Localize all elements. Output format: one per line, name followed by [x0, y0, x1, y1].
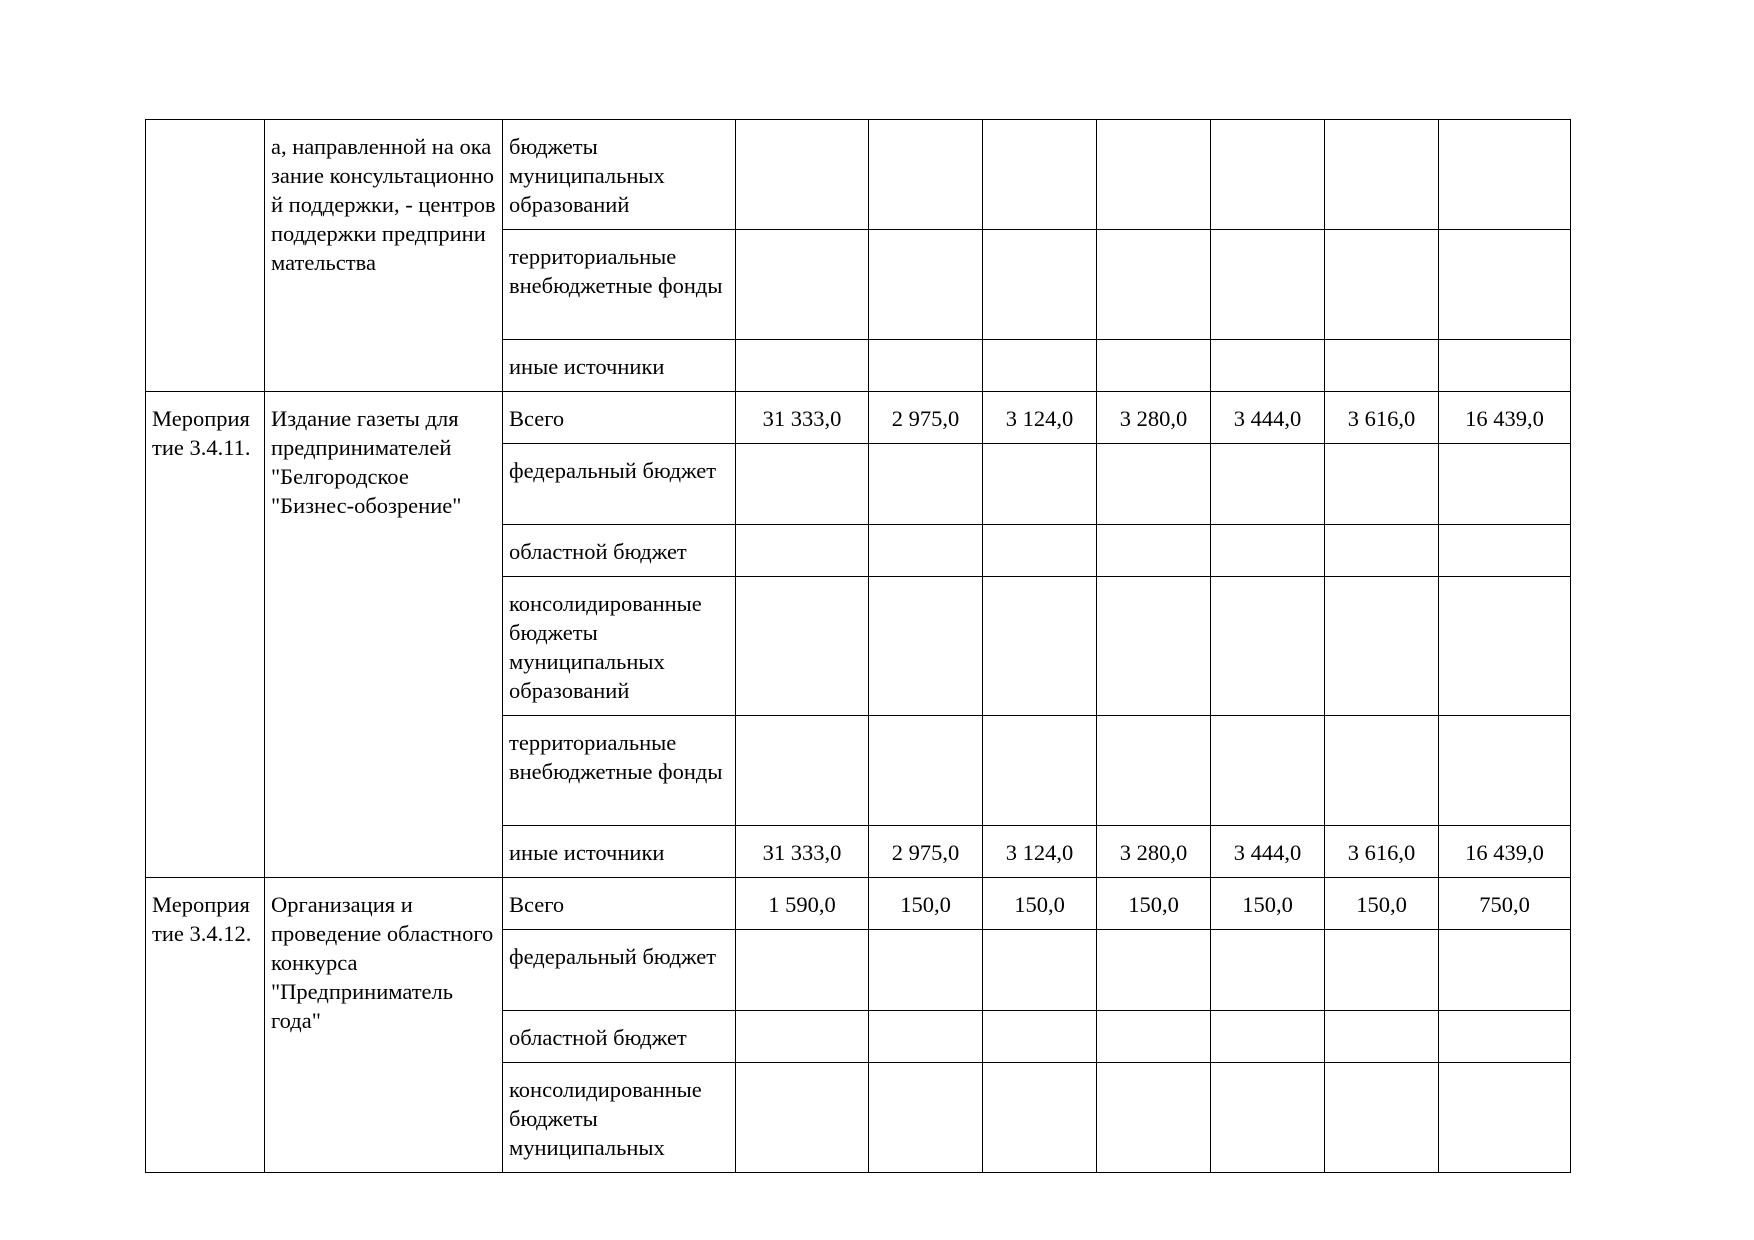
amount-cell — [736, 930, 869, 1011]
amount-cell — [983, 340, 1097, 392]
amount-cell: 2 975,0 — [869, 826, 983, 878]
amount-cell — [869, 444, 983, 525]
amount-cell: 31 333,0 — [736, 392, 869, 444]
amount-cell — [983, 1063, 1097, 1173]
measure-id-cell: Мероприятие 3.4.12. — [146, 878, 265, 1173]
amount-cell — [869, 1063, 983, 1173]
measure-description-cell: а, направленной на оказание консультационной поддержки, - центров поддержки предпринимательства — [265, 120, 503, 392]
measure-description-cell: Издание газеты для предпринимателей "Белгородское "Бизнес-обозрение" — [265, 392, 503, 878]
amount-cell — [1439, 444, 1571, 525]
amount-cell — [1211, 230, 1325, 340]
amount-cell — [983, 444, 1097, 525]
amount-cell — [1211, 444, 1325, 525]
amount-cell — [869, 930, 983, 1011]
funding-source-cell: бюджеты муниципальных образований — [503, 120, 736, 230]
amount-cell — [1097, 230, 1211, 340]
amount-cell — [1097, 444, 1211, 525]
amount-cell — [869, 230, 983, 340]
amount-cell — [1211, 577, 1325, 716]
amount-cell — [1097, 930, 1211, 1011]
amount-cell — [869, 577, 983, 716]
amount-cell — [1325, 577, 1439, 716]
amount-cell — [1439, 230, 1571, 340]
amount-cell: 3 280,0 — [1097, 826, 1211, 878]
amount-cell — [1439, 716, 1571, 826]
amount-cell — [983, 1011, 1097, 1063]
amount-cell — [983, 525, 1097, 577]
amount-cell — [869, 1011, 983, 1063]
amount-cell — [1211, 340, 1325, 392]
amount-cell — [1325, 930, 1439, 1011]
funding-source-cell: иные источники — [503, 826, 736, 878]
measure-id-cell: Мероприятие 3.4.11. — [146, 392, 265, 878]
amount-cell — [1325, 340, 1439, 392]
amount-cell — [1211, 1011, 1325, 1063]
funding-source-cell: консолидированные бюджеты муниципальных — [503, 1063, 736, 1173]
amount-cell: 2 975,0 — [869, 392, 983, 444]
amount-cell — [983, 930, 1097, 1011]
amount-cell: 1 590,0 — [736, 878, 869, 930]
amount-cell — [736, 577, 869, 716]
measure-description-cell: Организация и проведение областного конкурса "Предприниматель года" — [265, 878, 503, 1173]
amount-cell — [983, 577, 1097, 716]
amount-cell — [736, 120, 869, 230]
amount-cell — [1439, 577, 1571, 716]
amount-cell — [1097, 525, 1211, 577]
amount-cell — [1325, 525, 1439, 577]
amount-cell — [1211, 930, 1325, 1011]
amount-cell — [869, 120, 983, 230]
amount-cell — [736, 716, 869, 826]
financing-table — [145, 119, 1571, 1173]
funding-source-cell: иные источники — [503, 340, 736, 392]
amount-cell: 750,0 — [1439, 878, 1571, 930]
funding-source-cell: областной бюджет — [503, 1011, 736, 1063]
amount-cell: 3 616,0 — [1325, 826, 1439, 878]
amount-cell — [983, 230, 1097, 340]
amount-cell — [1439, 1063, 1571, 1173]
funding-source-cell: территориальные внебюджетные фонды — [503, 716, 736, 826]
amount-cell — [736, 230, 869, 340]
measure-id-cell — [146, 120, 265, 392]
amount-cell — [1211, 716, 1325, 826]
funding-source-cell: областной бюджет — [503, 525, 736, 577]
amount-cell — [736, 1011, 869, 1063]
amount-cell — [1325, 120, 1439, 230]
amount-cell — [1097, 340, 1211, 392]
amount-cell — [983, 120, 1097, 230]
amount-cell: 3 444,0 — [1211, 392, 1325, 444]
amount-cell — [869, 525, 983, 577]
amount-cell: 150,0 — [983, 878, 1097, 930]
amount-cell — [1325, 716, 1439, 826]
amount-cell — [869, 340, 983, 392]
amount-cell: 3 616,0 — [1325, 392, 1439, 444]
amount-cell — [1097, 1011, 1211, 1063]
amount-cell — [1439, 120, 1571, 230]
amount-cell: 3 280,0 — [1097, 392, 1211, 444]
amount-cell — [1211, 525, 1325, 577]
amount-cell: 3 444,0 — [1211, 826, 1325, 878]
amount-cell — [736, 1063, 869, 1173]
amount-cell — [869, 716, 983, 826]
table-row — [146, 392, 1571, 444]
amount-cell — [1439, 1011, 1571, 1063]
funding-source-cell: федеральный бюджет — [503, 444, 736, 525]
funding-source-cell: консолидированные бюджеты муниципальных образований — [503, 577, 736, 716]
amount-cell — [1325, 230, 1439, 340]
amount-cell — [1439, 340, 1571, 392]
amount-cell — [1325, 1011, 1439, 1063]
amount-cell — [736, 525, 869, 577]
funding-source-cell: территориальные внебюджетные фонды — [503, 230, 736, 340]
amount-cell: 3 124,0 — [983, 392, 1097, 444]
funding-source-cell: Всего — [503, 392, 736, 444]
funding-source-cell: федеральный бюджет — [503, 930, 736, 1011]
amount-cell: 16 439,0 — [1439, 826, 1571, 878]
amount-cell — [1097, 120, 1211, 230]
amount-cell — [983, 716, 1097, 826]
amount-cell: 31 333,0 — [736, 826, 869, 878]
amount-cell: 150,0 — [1325, 878, 1439, 930]
amount-cell — [1097, 577, 1211, 716]
amount-cell — [736, 444, 869, 525]
amount-cell: 150,0 — [1211, 878, 1325, 930]
amount-cell — [1211, 120, 1325, 230]
amount-cell: 150,0 — [869, 878, 983, 930]
amount-cell: 16 439,0 — [1439, 392, 1571, 444]
amount-cell — [1097, 1063, 1211, 1173]
amount-cell — [1439, 525, 1571, 577]
table-row — [146, 120, 1571, 230]
amount-cell — [736, 340, 869, 392]
amount-cell: 3 124,0 — [983, 826, 1097, 878]
funding-source-cell: Всего — [503, 878, 736, 930]
amount-cell — [1439, 930, 1571, 1011]
amount-cell — [1325, 444, 1439, 525]
amount-cell — [1325, 1063, 1439, 1173]
table-row — [146, 878, 1571, 930]
amount-cell — [1211, 1063, 1325, 1173]
amount-cell — [1097, 716, 1211, 826]
amount-cell: 150,0 — [1097, 878, 1211, 930]
